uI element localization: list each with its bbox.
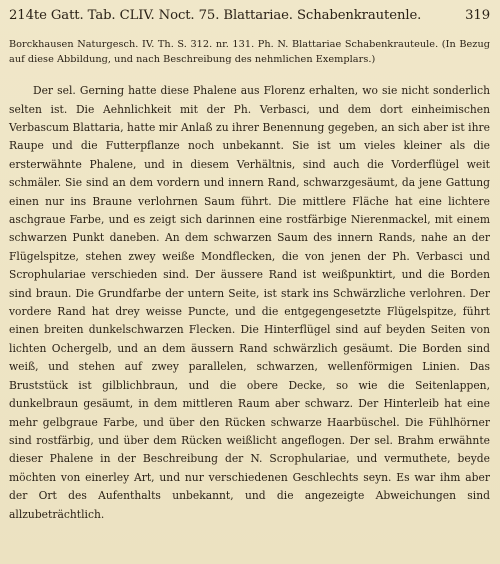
bibliographic-citation: Borckhausen Naturgesch. IV. Th. S. 312. nr. 131. Ph. N. Blattariae Schabenkrauteule. (In Bezug auf diese Abbildung, und nach Beschreibung des nehmlichen Exemplars.) — [9, 39, 490, 65]
running-title: 214te Gatt. Tab. CLIV. Noct. 75. Blattariae. Schabenkrautenle. — [9, 8, 422, 23]
page-header — [9, 8, 490, 30]
body-paragraph: Der sel. Gerning hatte diese Phalene aus Florenz erhalten, wo sie nicht sonderlich selten ist. Die Aehnlichkeit mit der Ph. Verbasci, und dem dort einheimischen Verbascum Blattaria, hatte mir Anlaß zu ihrer Benennung gegeben, an sich aber ist ihre Raupe und die Futterpflanze noch unbekannt. Sie ist um vieles kleiner als die ersterwähnte Phalene, und in diesem Verhältnis, sind auch die Vorderflügel weit schmäler. Sie sind an dem vordern und innern Rand, schwarzgesäumt, da jene Gattung einen nur ins Braune verlohrnen Saum führt. Die mittlere Fläche hat eine lichtere aschgraue Farbe, und es zeigt sich darinnen eine rostfärbige Nierenmackel, mit einem schwarzen Punkt daneben. An dem schwarzen Saum des innern Rands, nahe an der Flügelspitze, stehen zwey weiße Mondflecken, die von jenen der Ph. Verbasci und Scrophulariae verschieden sind. Der äussere Rand ist weißpunktirt, und die Borden sind braun. Die Grundfarbe der untern Seite, ist stark ins Schwärzliche verlohren. Der vordere Rand hat drey weisse Puncte, und die entgegengesetzte Flügelspitze, führt einen breiten dunkelschwarzen Flecken. Die Hinterflügel sind auf beyden Seiten von lichten Ochergelb, und an dem äussern Rand schwärzlich gesäumt. Die Borden sind weiß, und stehen auf zwey parallelen, schwarzen, wellenförmigen Linien. Das Bruststück ist gilblichbraun, und die obere Decke, so wie die Seitenlappen, dunkelbraun gesäumt, in dem mittleren Raum aber schwarz. Der Hinterleib hat eine mehr gelbgraue Farbe, und über den Rücken schwarze Haarbüschel. Die Fühlhörner sind rostfärbig, und über dem Rücken weißlicht angeflogen. Der sel. Brahm erwähnte dieser Phalene in der Beschreibung der N. Scrophulariae, und vermuthete, beyde möchten von einerley Art, und nur verschiedenen Geschlechts seyn. Es war ihm aber der Ort des Aufenthalts unbekannt, und die angezeigte Abweichungen sind allzubeträchtlich. — [9, 84, 490, 521]
page-number: 319 — [465, 8, 490, 23]
